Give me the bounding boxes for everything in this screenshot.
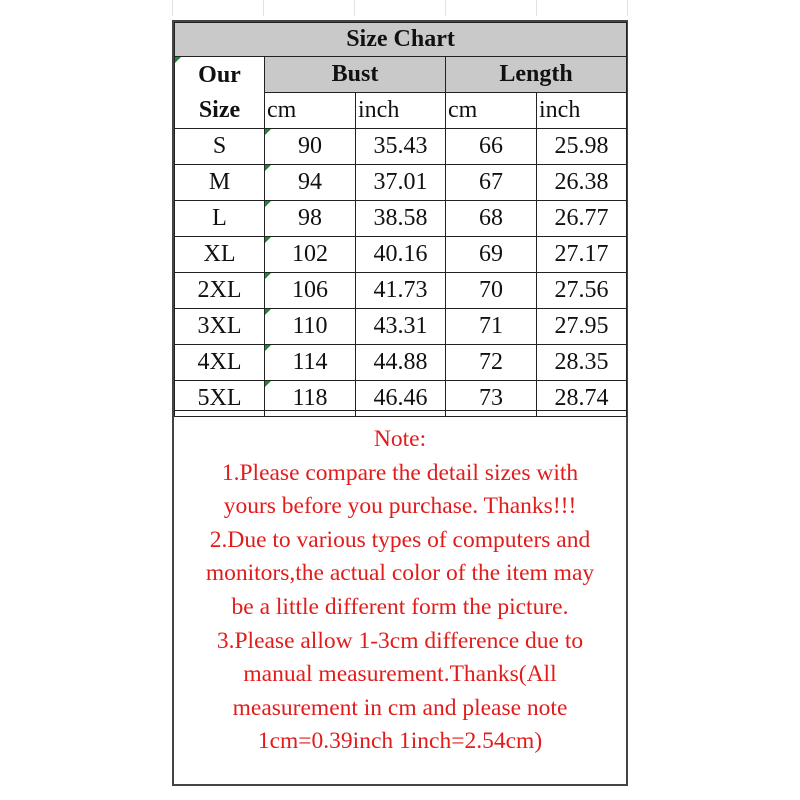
cell-value: 118	[292, 385, 328, 411]
gridline	[627, 0, 628, 16]
length-inch-cell: 25.98	[537, 129, 627, 165]
note-line: Note:	[373, 426, 427, 452]
gridline	[172, 0, 173, 16]
cell-value: 98	[298, 205, 322, 231]
length-inch-cell: 28.35	[537, 345, 627, 381]
length-cm-cell: 68	[446, 201, 537, 237]
cell-value: 90	[298, 133, 322, 159]
bust-inch-cell: 46.46	[356, 381, 446, 417]
table-row	[175, 129, 627, 165]
cell-value: 94	[298, 169, 322, 195]
cell-marker-icon	[265, 273, 271, 279]
bust-inch-cell: 40.16	[356, 237, 446, 273]
bust-cm-cell	[265, 165, 356, 201]
bust-inch-cell: 43.31	[356, 309, 446, 345]
length-inch-cell: 26.38	[537, 165, 627, 201]
note-line: manual measurement.Thanks(All	[243, 661, 557, 688]
length-group-header: Length	[446, 57, 627, 93]
note-line: 2.Due to various types of computers and	[209, 526, 591, 553]
title-row	[175, 23, 627, 57]
length-inch-cell: 28.74	[537, 381, 627, 417]
cell-marker-icon	[265, 237, 271, 243]
gridline	[263, 0, 264, 16]
size-header-line1: Our	[198, 61, 241, 88]
length-inch-cell: 27.17	[537, 237, 627, 273]
length-inch-cell: 27.95	[537, 309, 627, 345]
size-cell: L	[175, 201, 265, 237]
table-row	[175, 345, 627, 381]
cell-marker-icon	[265, 309, 271, 315]
table-row	[175, 309, 627, 345]
note-line: yours before you purchase. Thanks!!!	[223, 493, 577, 520]
length-cm-cell: 67	[446, 165, 537, 201]
bust-cm-cell	[265, 309, 356, 345]
length-cm-cell: 72	[446, 345, 537, 381]
gridline	[354, 0, 355, 16]
size-cell: 5XL	[175, 381, 265, 417]
bust-cm-cell	[265, 345, 356, 381]
note-line: monitors,the actual color of the item may	[205, 560, 595, 587]
size-table	[174, 22, 627, 417]
cell-value: 106	[292, 277, 328, 303]
bust-inch-cell: 35.43	[356, 129, 446, 165]
unit-length-inch: inch	[537, 93, 627, 129]
cell-marker-icon	[265, 165, 271, 171]
bust-inch-cell: 37.01	[356, 165, 446, 201]
bust-cm-cell	[265, 201, 356, 237]
size-column-header	[175, 57, 265, 129]
unit-bust-inch: inch	[356, 93, 446, 129]
length-cm-cell: 73	[446, 381, 537, 417]
bust-cm-cell	[265, 129, 356, 165]
cell-value: 110	[292, 313, 328, 339]
size-cell: 2XL	[175, 273, 265, 309]
size-cell: 3XL	[175, 309, 265, 345]
size-cell: S	[175, 129, 265, 165]
bust-cm-cell	[265, 273, 356, 309]
length-cm-cell: 70	[446, 273, 537, 309]
size-header-line2: Size	[198, 96, 241, 123]
unit-length-cm: cm	[446, 93, 537, 129]
size-cell: XL	[175, 237, 265, 273]
chart-title: Size Chart	[175, 23, 627, 57]
note-line: 1cm=0.39inch 1inch=2.54cm)	[257, 728, 543, 755]
note-line: measurement in cm and please note	[232, 694, 568, 721]
cell-marker-icon	[265, 129, 271, 135]
length-inch-cell: 27.56	[537, 273, 627, 309]
note-line: 1.Please compare the detail sizes with	[221, 459, 579, 486]
size-chart	[172, 20, 628, 786]
cell-marker-icon	[265, 381, 271, 387]
size-cell: M	[175, 165, 265, 201]
cell-marker-icon	[265, 345, 271, 351]
unit-bust-cm: cm	[265, 93, 356, 129]
length-cm-cell: 66	[446, 129, 537, 165]
length-cm-cell: 69	[446, 237, 537, 273]
table-row	[175, 201, 627, 237]
size-cell: 4XL	[175, 345, 265, 381]
group-header-row	[175, 57, 627, 93]
table-row	[175, 273, 627, 309]
cell-value: 102	[292, 241, 328, 267]
note-line: be a little different form the picture.	[231, 593, 569, 620]
note-block	[174, 410, 626, 759]
bust-inch-cell: 38.58	[356, 201, 446, 237]
cell-value: 114	[292, 349, 328, 375]
cell-marker-icon	[175, 57, 181, 63]
table-row	[175, 237, 627, 273]
gridline	[445, 0, 446, 16]
note-line: 3.Please allow 1-3cm difference due to	[216, 627, 584, 654]
length-cm-cell: 71	[446, 309, 537, 345]
cell-marker-icon	[265, 201, 271, 207]
bust-cm-cell	[265, 237, 356, 273]
bust-inch-cell: 41.73	[356, 273, 446, 309]
length-inch-cell: 26.77	[537, 201, 627, 237]
table-row	[175, 165, 627, 201]
bust-inch-cell: 44.88	[356, 345, 446, 381]
gridline	[536, 0, 537, 16]
bust-group-header: Bust	[265, 57, 446, 93]
